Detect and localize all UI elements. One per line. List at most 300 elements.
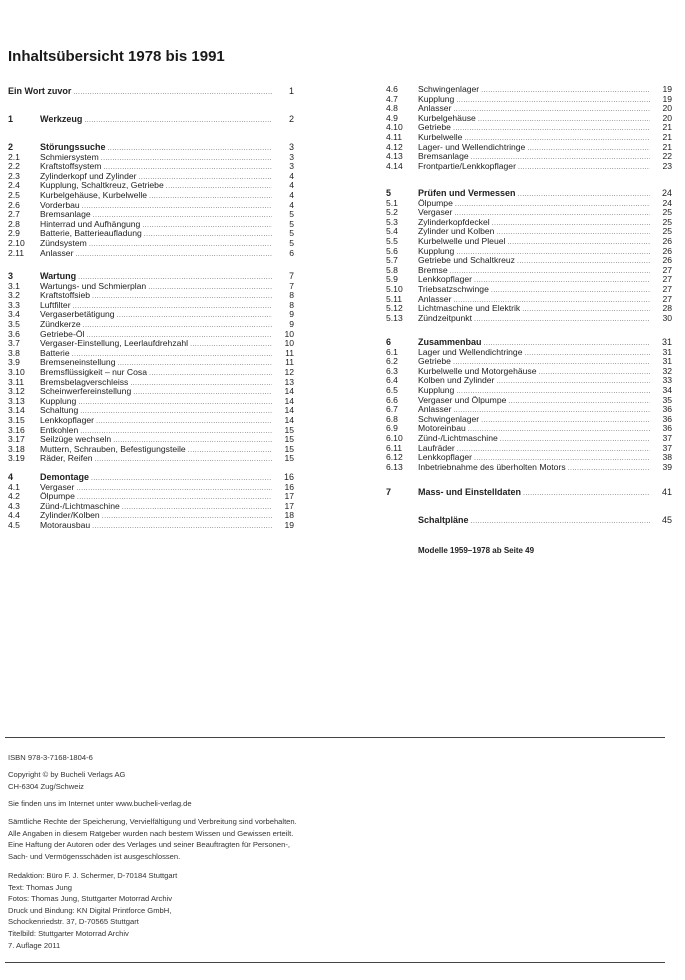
imprint-internet: Sie finden uns im Internet unter www.bucheli-verlag.de — [8, 799, 192, 808]
toc-block-chapter-6 — [386, 338, 672, 472]
toc-entry-number: 2.4 — [8, 180, 20, 191]
credits-line: Schockenriedstr. 37, D-70565 Stuttgart — [8, 917, 139, 927]
toc-entry-number: 5.3 — [386, 216, 398, 227]
toc-entry-title: Getriebe-Öl — [40, 328, 85, 339]
toc-leader-dots — [453, 406, 650, 416]
toc-entry-number: 5.7 — [386, 255, 398, 266]
toc-entry-page: 45 — [661, 515, 672, 525]
toc-entry-title: Bremseneinstellung — [40, 357, 116, 368]
toc-entry-page: 13 — [284, 376, 294, 387]
toc-entry-number: 5.5 — [386, 235, 398, 246]
toc-leader-dots — [450, 267, 650, 277]
toc-entry-title: Zündzeitpunkt — [418, 312, 472, 323]
toc-entry-page: 11 — [285, 347, 294, 358]
toc-entry-page: 12 — [284, 366, 294, 377]
toc-block-chapter-4-cont — [386, 85, 672, 171]
toc-entry-title: Seilzüge wechseln — [40, 434, 112, 445]
toc-entry-page: 3 — [289, 161, 294, 172]
toc-entry-number: 2 — [8, 142, 14, 152]
toc-entry-title: Kolben und Zylinder — [418, 375, 495, 386]
toc-entry-title: Lenkkopflager — [418, 274, 472, 285]
toc-entry-title: Mass- und Einstelldaten — [418, 487, 522, 497]
credits-line: Druck und Bindung: KN Digital Printforce GmbH, — [8, 905, 172, 915]
toc-block-wiring — [386, 516, 672, 526]
toc-entry-title: Getriebe — [418, 356, 451, 367]
toc-entry-title: Kurbelwelle und Pleuel — [418, 235, 506, 246]
toc-leader-dots — [122, 503, 272, 513]
toc-leader-dots — [144, 230, 272, 240]
toc-leader-dots — [507, 238, 650, 248]
toc-entry-number: 5.13 — [386, 312, 403, 323]
toc-leader-dots — [517, 257, 650, 267]
toc-entry-page: 30 — [662, 312, 672, 323]
toc-entry-title: Zünd-/Lichtmaschine — [418, 432, 498, 443]
toc-leader-dots — [478, 115, 650, 125]
toc-entry-title: Batterie, Batterieaufladung — [40, 228, 142, 239]
divider-top — [5, 737, 665, 738]
toc-leader-dots — [522, 305, 650, 315]
toc-leader-dots — [523, 489, 650, 499]
toc-entry-number: 4.14 — [386, 160, 403, 171]
toc-entry-page: 25 — [662, 207, 672, 218]
toc-leader-dots — [142, 221, 272, 231]
toc-entry-page: 32 — [662, 365, 672, 376]
credits-line: Text: Thomas Jung — [8, 882, 73, 892]
toc-leader-dots — [75, 250, 272, 260]
toc-entry-number: 4 — [8, 472, 14, 482]
toc-leader-dots — [518, 163, 650, 173]
toc-entry-number: 2.3 — [8, 170, 20, 181]
toc-entry-title: Scheinwerfereinstellung — [40, 386, 132, 397]
toc-entry — [8, 115, 294, 125]
toc-entry-page: 14 — [284, 386, 294, 397]
toc-entry-number: 2.1 — [8, 151, 20, 162]
toc-entry-page: 19 — [284, 519, 294, 530]
toc-entry-title: Vergaserbetätigung — [40, 309, 115, 320]
toc-entry-number: 3.11 — [8, 376, 25, 387]
toc-entry-page: 21 — [662, 122, 672, 133]
toc-entry-number: 5.4 — [386, 226, 398, 237]
toc-entry-page: 18 — [284, 510, 294, 521]
toc-entry-page: 5 — [289, 218, 294, 229]
credits-line: Titelbild: Stuttgarter Motorrad Archiv — [8, 928, 129, 938]
copyright-line: Copyright © by Bucheli Verlags AG — [8, 770, 126, 779]
toc-entry — [8, 249, 294, 259]
toc-entry-title: Lager- und Wellendichtringe — [418, 141, 526, 152]
toc-leader-dots — [95, 455, 272, 465]
toc-entry-title: Kupplung — [418, 93, 455, 104]
toc-entry-page: 10 — [284, 338, 294, 349]
rights-line: Sämtliche Rechte der Speicherung, Vervielfältigung und Verbreitung sind vorbehalten. — [8, 817, 297, 826]
toc-leader-dots — [91, 474, 272, 484]
toc-leader-dots — [149, 369, 272, 379]
toc-entry-page: 27 — [662, 274, 672, 285]
toc-entry-number: 5.12 — [386, 303, 403, 314]
toc-entry — [8, 454, 294, 464]
toc-leader-dots — [527, 144, 650, 154]
toc-entry-number: 1 — [8, 114, 14, 124]
toc-entry-title: Ein Wort zuvor — [8, 86, 72, 96]
toc-entry-page: 33 — [662, 375, 672, 386]
toc-entry-page: 8 — [289, 299, 294, 310]
toc-entry-page: 2 — [288, 114, 294, 124]
toc-leader-dots — [148, 283, 272, 293]
toc-entry — [386, 162, 672, 172]
toc-entry-page: 9 — [289, 309, 294, 320]
toc-entry-number: 3.2 — [8, 290, 20, 301]
toc-entry-number: 2.11 — [8, 247, 25, 258]
rights-line: Alle Angaben in diesem Ratgeber wurden nach bestem Wissen und Gewissen erteilt. — [8, 828, 294, 838]
toc-leader-dots — [453, 105, 650, 115]
toc-entry-number: 3.14 — [8, 405, 25, 416]
toc-entry-title: Kupplung — [418, 384, 455, 395]
toc-entry-title: Lager und Wellendichtringe — [418, 346, 523, 357]
toc-entry-title: Zündsystem — [40, 237, 87, 248]
toc-entry-page: 14 — [284, 405, 294, 416]
toc-leader-dots — [92, 522, 272, 532]
toc-entry-number: 3.4 — [8, 309, 20, 320]
toc-entry-title: Schaltpläne — [418, 515, 469, 525]
toc-block-intro — [8, 87, 294, 97]
toc-entry — [8, 521, 294, 531]
toc-entry-page: 24 — [661, 188, 672, 198]
toc-entry-title: Vergaser — [418, 207, 453, 218]
toc-entry-title: Zylinder und Kolben — [418, 226, 495, 237]
toc-block-chapter-5 — [386, 189, 672, 323]
toc-entry-number: 6.12 — [386, 452, 403, 463]
toc-leader-dots — [524, 349, 650, 359]
divider-bottom — [5, 962, 665, 963]
toc-entry-number: 5.10 — [386, 283, 403, 294]
toc-entry-title: Schwingenlager — [418, 84, 480, 94]
toc-entry-page: 38 — [662, 452, 672, 463]
toc-entry-number: 3.13 — [8, 395, 25, 406]
toc-leader-dots — [496, 228, 650, 238]
toc-entry-number: 2.2 — [8, 161, 20, 172]
toc-entry-title: Triebsatzschwinge — [418, 283, 489, 294]
toc-entry-number: 4.8 — [386, 103, 398, 114]
toc-leader-dots — [80, 407, 272, 417]
toc-entry-number: 3.16 — [8, 424, 25, 435]
toc-entry-page: 1 — [288, 86, 294, 96]
toc-entry-page: 16 — [283, 472, 294, 482]
toc-leader-dots — [133, 388, 272, 398]
toc-leader-dots — [453, 124, 650, 134]
toc-leader-dots — [471, 517, 650, 527]
toc-entry-number: 4.10 — [386, 122, 403, 133]
toc-entry-title: Vergaser — [40, 481, 75, 492]
toc-leader-dots — [492, 219, 650, 229]
toc-entry-page: 9 — [289, 318, 294, 329]
toc-entry-title: Anlasser — [418, 103, 452, 114]
toc-entry-title: Anlasser — [40, 247, 74, 258]
toc-leader-dots — [117, 311, 272, 321]
toc-entry-page: 20 — [662, 112, 672, 123]
toc-entry-page: 4 — [289, 189, 294, 200]
toc-entry — [386, 314, 672, 324]
rights-line: Sach- und Vermögensschäden ist ausgeschlossen. — [8, 851, 181, 861]
toc-entry-title: Zylinderkopfdeckel — [418, 216, 490, 227]
toc-entry-title: Vergaser und Ölpumpe — [418, 394, 507, 405]
toc-leader-dots — [83, 321, 272, 331]
toc-entry-page: 17 — [284, 491, 294, 502]
toc-entry-title: Motoreinbau — [418, 423, 466, 434]
toc-entry-page: 20 — [662, 103, 672, 114]
toc-leader-dots — [508, 397, 650, 407]
toc-entry-title: Schaltung — [40, 405, 79, 416]
toc-entry-title: Entkohlen — [40, 424, 79, 435]
toc-entry-page: 11 — [285, 357, 294, 368]
toc-entry-number: 2.8 — [8, 218, 20, 229]
toc-entry-number: 3.12 — [8, 386, 25, 397]
toc-entry-title: Prüfen und Vermessen — [418, 188, 516, 198]
toc-entry-number: 3.9 — [8, 357, 20, 368]
toc-leader-dots — [84, 116, 272, 126]
toc-block-chapter-1 — [8, 115, 294, 125]
toc-block-chapter-3 — [8, 272, 294, 464]
toc-entry-number: 3 — [8, 271, 14, 281]
toc-entry-title: Laufräder — [418, 442, 455, 453]
toc-leader-dots — [538, 368, 650, 378]
toc-entry-title: Kupplung — [40, 395, 77, 406]
toc-entry-page: 24 — [662, 197, 672, 208]
toc-entry-title: Störungssuche — [40, 142, 106, 152]
toc-entry-page: 27 — [662, 264, 672, 275]
toc-entry-title: Bremsanlage — [418, 151, 469, 162]
toc-entry-page: 23 — [662, 160, 672, 171]
toc-leader-dots — [149, 192, 272, 202]
toc-entry-number: 2.5 — [8, 189, 20, 200]
toc-entry-page: 36 — [662, 413, 672, 424]
toc-entry-page: 34 — [662, 384, 672, 395]
toc-entry-page: 27 — [662, 283, 672, 294]
toc-leader-dots — [491, 286, 650, 296]
toc-entry-title: Wartungs- und Schmierplan — [40, 280, 147, 291]
toc-entry-number: 3.3 — [8, 299, 20, 310]
toc-entry-number: 3.8 — [8, 347, 20, 358]
toc-leader-dots — [108, 144, 272, 154]
toc-entry-title: Zusammenbau — [418, 337, 482, 347]
toc-entry-page: 36 — [662, 423, 672, 434]
toc-entry-title: Kupplung, Schaltkreuz, Getriebe — [40, 180, 164, 191]
toc-entry-page: 3 — [288, 142, 294, 152]
toc-entry-number: 6.8 — [386, 413, 398, 424]
toc-entry-title: Bremse — [418, 264, 448, 275]
toc-entry-page: 25 — [662, 226, 672, 237]
toc-entry-number: 4.5 — [8, 519, 20, 530]
toc-entry-page: 15 — [284, 443, 294, 454]
toc-entry-page: 31 — [662, 346, 672, 357]
toc-entry-title: Inbetriebnahme des überholten Motors — [418, 461, 566, 472]
toc-entry-number: 6.6 — [386, 394, 398, 405]
toc-entry-title: Demontage — [40, 472, 90, 482]
toc-entry-page: 31 — [661, 337, 672, 347]
toc-entry — [386, 463, 672, 473]
toc-entry — [8, 87, 294, 97]
toc-entry-title: Hinterrad und Aufhängung — [40, 218, 141, 229]
toc-entry-page: 14 — [284, 414, 294, 425]
toc-entry-title: Muttern, Schrauben, Befestigungsteile — [40, 443, 186, 454]
toc-entry-title: Batterie — [40, 347, 70, 358]
credits-line: 7. Auflage 2011 — [8, 940, 61, 950]
toc-entry — [386, 516, 672, 526]
toc-entry-number: 4.1 — [8, 481, 20, 492]
toc-leader-dots — [481, 416, 650, 426]
toc-entry-number: 5.2 — [386, 207, 398, 218]
toc-entry-page: 39 — [662, 461, 672, 472]
toc-leader-dots — [76, 484, 272, 494]
toc-entry-number: 2.9 — [8, 228, 20, 239]
toc-leader-dots — [92, 292, 272, 302]
toc-entry-title: Getriebe und Schaltkreuz — [418, 255, 515, 266]
toc-entry-page: 5 — [289, 209, 294, 220]
imprint-copyright — [8, 769, 125, 792]
toc-entry-page: 19 — [662, 93, 672, 104]
toc-leader-dots — [481, 86, 650, 96]
toc-entry-page: 10 — [284, 328, 294, 339]
toc-entry-page: 19 — [662, 84, 672, 94]
toc-entry-number: 4.11 — [386, 131, 403, 142]
toc-entry-title: Zünd-/Lichtmaschine — [40, 500, 120, 511]
toc-entry-page: 4 — [289, 180, 294, 191]
toc-entry-page: 14 — [284, 395, 294, 406]
toc-leader-dots — [500, 435, 650, 445]
toc-entry-number: 2.7 — [8, 209, 20, 220]
toc-entry-page: 36 — [662, 404, 672, 415]
toc-entry-number: 5.8 — [386, 264, 398, 275]
toc-entry-number: 3.18 — [8, 443, 25, 454]
toc-block-chapter-7 — [386, 488, 672, 498]
toc-entry-page: 31 — [662, 356, 672, 367]
toc-entry-title: Räder, Reifen — [40, 453, 93, 464]
toc-entry-page: 26 — [662, 235, 672, 246]
toc-entry-number: 6.2 — [386, 356, 398, 367]
toc-leader-dots — [190, 340, 272, 350]
toc-entry-title: Bremsbelagverschleiss — [40, 376, 129, 387]
toc-entry-page: 8 — [289, 290, 294, 301]
toc-entry-title: Ölpumpe — [418, 197, 453, 208]
toc-entry-page: 28 — [662, 303, 672, 314]
toc-entry-number: 6.7 — [386, 404, 398, 415]
toc-entry-page: 6 — [289, 247, 294, 258]
toc-entry-title: Zündkerze — [40, 318, 81, 329]
toc-entry-page: 4 — [289, 170, 294, 181]
imprint-rights — [8, 816, 297, 862]
toc-entry-number: 2.10 — [8, 237, 25, 248]
toc-entry-page: 4 — [289, 199, 294, 210]
toc-leader-dots — [474, 315, 650, 325]
toc-entry-page: 15 — [284, 453, 294, 464]
toc-entry-number: 4.2 — [8, 491, 20, 502]
toc-leader-dots — [568, 464, 650, 474]
toc-entry-number: 3.1 — [8, 280, 20, 291]
toc-entry-number: 3.15 — [8, 414, 25, 425]
toc-entry-page: 27 — [662, 293, 672, 304]
toc-leader-dots — [78, 398, 272, 408]
toc-entry-number: 3.17 — [8, 434, 25, 445]
toc-entry-number: 3.6 — [8, 328, 20, 339]
toc-entry-title: Bremsanlage — [40, 209, 91, 220]
toc-entry-page: 25 — [662, 216, 672, 227]
toc-entry-title: Motorausbau — [40, 519, 91, 530]
toc-leader-dots — [130, 379, 272, 389]
imprint-credits — [8, 870, 177, 951]
toc-entry-number: 2.6 — [8, 199, 20, 210]
toc-entry-title: Schmiersystem — [40, 151, 99, 162]
toc-entry-number: 4.6 — [386, 84, 398, 94]
toc-entry-number: 5.9 — [386, 274, 398, 285]
toc-leader-dots — [96, 417, 272, 427]
toc-entry-number: 4.4 — [8, 510, 20, 521]
toc-entry-page: 15 — [284, 434, 294, 445]
toc-entry-number: 3.19 — [8, 453, 25, 464]
toc-leader-dots — [474, 276, 650, 286]
toc-entry-page: 16 — [284, 481, 294, 492]
toc-entry-number: 5.1 — [386, 197, 398, 208]
toc-entry-number: 3.7 — [8, 338, 20, 349]
toc-entry-number: 6.4 — [386, 375, 398, 386]
toc-entry-title: Lichtmaschine und Elektrik — [418, 303, 521, 314]
toc-entry-page: 35 — [662, 394, 672, 405]
toc-entry-number: 7 — [386, 487, 392, 497]
toc-entry-page: 21 — [662, 141, 672, 152]
toc-entry-page: 41 — [661, 487, 672, 497]
toc-entry-title: Zylinderkopf und Zylinder — [40, 170, 137, 181]
toc-leader-dots — [455, 200, 650, 210]
toc-entry-page: 5 — [289, 228, 294, 239]
toc-entry-title: Kupplung — [418, 245, 455, 256]
toc-entry-title: Kurbelwelle — [418, 131, 463, 142]
toc-entry-number: 3.10 — [8, 366, 25, 377]
page-title: Inhaltsübersicht 1978 bis 1991 — [8, 48, 225, 65]
toc-entry-page: 21 — [662, 131, 672, 142]
toc-entry-title: Ölpumpe — [40, 491, 75, 502]
toc-entry-title: Anlasser — [418, 404, 452, 415]
toc-leader-dots — [188, 446, 272, 456]
toc-entry-page: 3 — [289, 151, 294, 162]
toc-entry-title: Kurbelgehäuse — [418, 112, 476, 123]
toc-entry-title: Wartung — [40, 271, 77, 281]
toc-entry-number: 4.7 — [386, 93, 398, 104]
toc-entry-title: Getriebe — [418, 122, 451, 133]
toc-entry-page: 17 — [284, 500, 294, 511]
toc-entry-title: Luftfilter — [40, 299, 71, 310]
toc-entry-title: Schwingenlager — [418, 413, 480, 424]
toc-entry-number: 4.3 — [8, 500, 20, 511]
toc-leader-dots — [102, 512, 272, 522]
toc-entry-title: Lenkkopflager — [418, 452, 472, 463]
toc-entry-number: 4.13 — [386, 151, 403, 162]
toc-leader-dots — [101, 154, 272, 164]
toc-entry-number: 6.1 — [386, 346, 398, 357]
toc-entry-number: 5.6 — [386, 245, 398, 256]
toc-entry-number: 5.11 — [386, 293, 403, 304]
credits-line: Redaktion: Büro F. J. Schermer, D-70184 Stuttgart — [8, 871, 178, 880]
toc-entry-number: 6.3 — [386, 365, 398, 376]
toc-entry-number: 4.9 — [386, 112, 398, 123]
credits-line: Fotos: Thomas Jung, Stuttgarter Motorrad Archiv — [8, 894, 173, 904]
toc-block-chapter-2 — [8, 143, 294, 258]
toc-leader-dots — [457, 445, 650, 455]
toc-entry-number: 6.5 — [386, 384, 398, 395]
toc-entry-page: 37 — [662, 442, 672, 453]
toc-entry-number: 6.9 — [386, 423, 398, 434]
toc-leader-dots — [456, 96, 650, 106]
toc-leader-dots — [89, 240, 272, 250]
toc-leader-dots — [82, 202, 272, 212]
toc-entry-title: Vergaser-Einstellung, Leerlaufdrehzahl — [40, 338, 189, 349]
toc-entry-number: 6.10 — [386, 432, 403, 443]
